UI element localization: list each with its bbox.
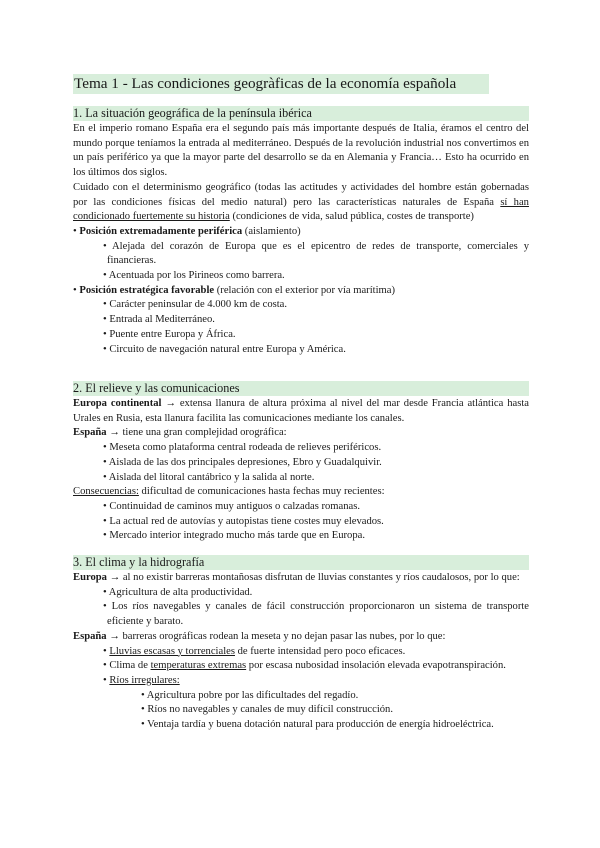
section-1-heading: 1. La situación geográfica de la península ibérica [73, 106, 529, 121]
list-item: • Ríos irregulares: [103, 674, 180, 686]
section-3-heading: 3. El clima y la hidrografía [73, 555, 529, 570]
section-1 [73, 106, 529, 357]
paragraph: Consecuencias: dificultad de comunicaciones hasta fechas muy recientes: [73, 486, 385, 498]
paragraph: En el imperio romano España era el segundo país más importante después de Italia, éramos el centro del mundo porque teníamos la entrada al mediterráneo. Después de la revolución industrial nos convertimos en un país periférico ya que la mayor parte del desarrollo se da en Alemania y Francia… Esto ha ocurrido en los últimos dos siglos. [73, 123, 529, 179]
list-item: • Los ríos navegables y canales de fácil construcción proporcionaron un sistema de transporte eficiente y barato. [103, 601, 529, 628]
list-item: • Meseta como plataforma central rodeada de relieves periféricos. [103, 442, 382, 454]
paragraph: Europa continental → extensa llanura de altura próxima al nivel del mar desde Francia atlántica hasta Urales en Rusia, esta llanura facilita las comunicaciones mediante los canales. [73, 398, 529, 424]
list-item: • Aislada de las dos principales depresiones, Ebro y Guadalquivir. [103, 456, 382, 468]
list-item: • Agricultura pobre por las dificultades del regadío. [141, 689, 359, 701]
list-item: • Acentuada por los Pirineos como barrera. [103, 270, 285, 282]
page-title: Tema 1 - Las condiciones geogràficas de la economía española [73, 74, 489, 94]
list-item: • Entrada al Mediterráneo. [103, 314, 215, 326]
list-item: • Posición extremadamente periférica (aislamiento) [73, 225, 301, 237]
paragraph: España → barreras orográficas rodean la meseta y no dejan pasar las nubes, por lo que: [73, 630, 446, 642]
list-item: • Lluvias escasas y torrenciales de fuerte intensidad pero poco eficaces. [103, 645, 406, 657]
list-item: • Agricultura de alta productividad. [103, 586, 253, 598]
list-item: • Posición estratégica favorable (relación con el exterior por vía marítima) [73, 284, 396, 296]
list-item: • Aislada del litoral cantábrico y la salida al norte. [103, 471, 315, 483]
section-2-heading: 2. El relieve y las comunicaciones [73, 381, 529, 396]
list-item: • Ríos no navegables y canales de muy difícil construcción. [141, 704, 394, 716]
list-item: • Continuidad de caminos muy antiguos o calzadas romanas. [103, 500, 361, 512]
section-3 [73, 555, 529, 733]
list-item: • Mercado interior integrado mucho más tarde que en Europa. [103, 530, 365, 542]
paragraph: Cuidado con el determinismo geográfico (todas las actitudes y actividades del hombre están gobernadas por las condiciones físicas del medio natural) pero las características naturales de España sí han condicionado fuertemente su historia (condiciones de vida, salud pública, costes de transporte) [73, 181, 529, 223]
list-item: • La actual red de autovías y autopistas tiene costes muy elevados. [103, 515, 384, 527]
section-2 [73, 381, 529, 544]
list-item: • Puente entre Europa y África. [103, 328, 236, 340]
list-item: • Carácter peninsular de 4.000 km de costa. [103, 299, 288, 311]
list-item: • Clima de temperaturas extremas por escasa nubosidad insolación elevada evapotranspiración. [103, 660, 506, 672]
list-item: • Ventaja tardía y buena dotación natural para producción de energía hidroeléctrica. [141, 719, 494, 731]
list-item: • Alejada del corazón de Europa que es el epicentro de redes de transporte, comerciales y financieras. [103, 240, 529, 267]
paragraph: España → tiene una gran complejidad orográfica: [73, 427, 287, 439]
list-item: • Circuito de navegación natural entre Europa y América. [103, 343, 346, 355]
paragraph: Europa → al no existir barreras montañosas disfrutan de lluvias constantes y ríos caudalosos, por lo que: [73, 572, 520, 583]
